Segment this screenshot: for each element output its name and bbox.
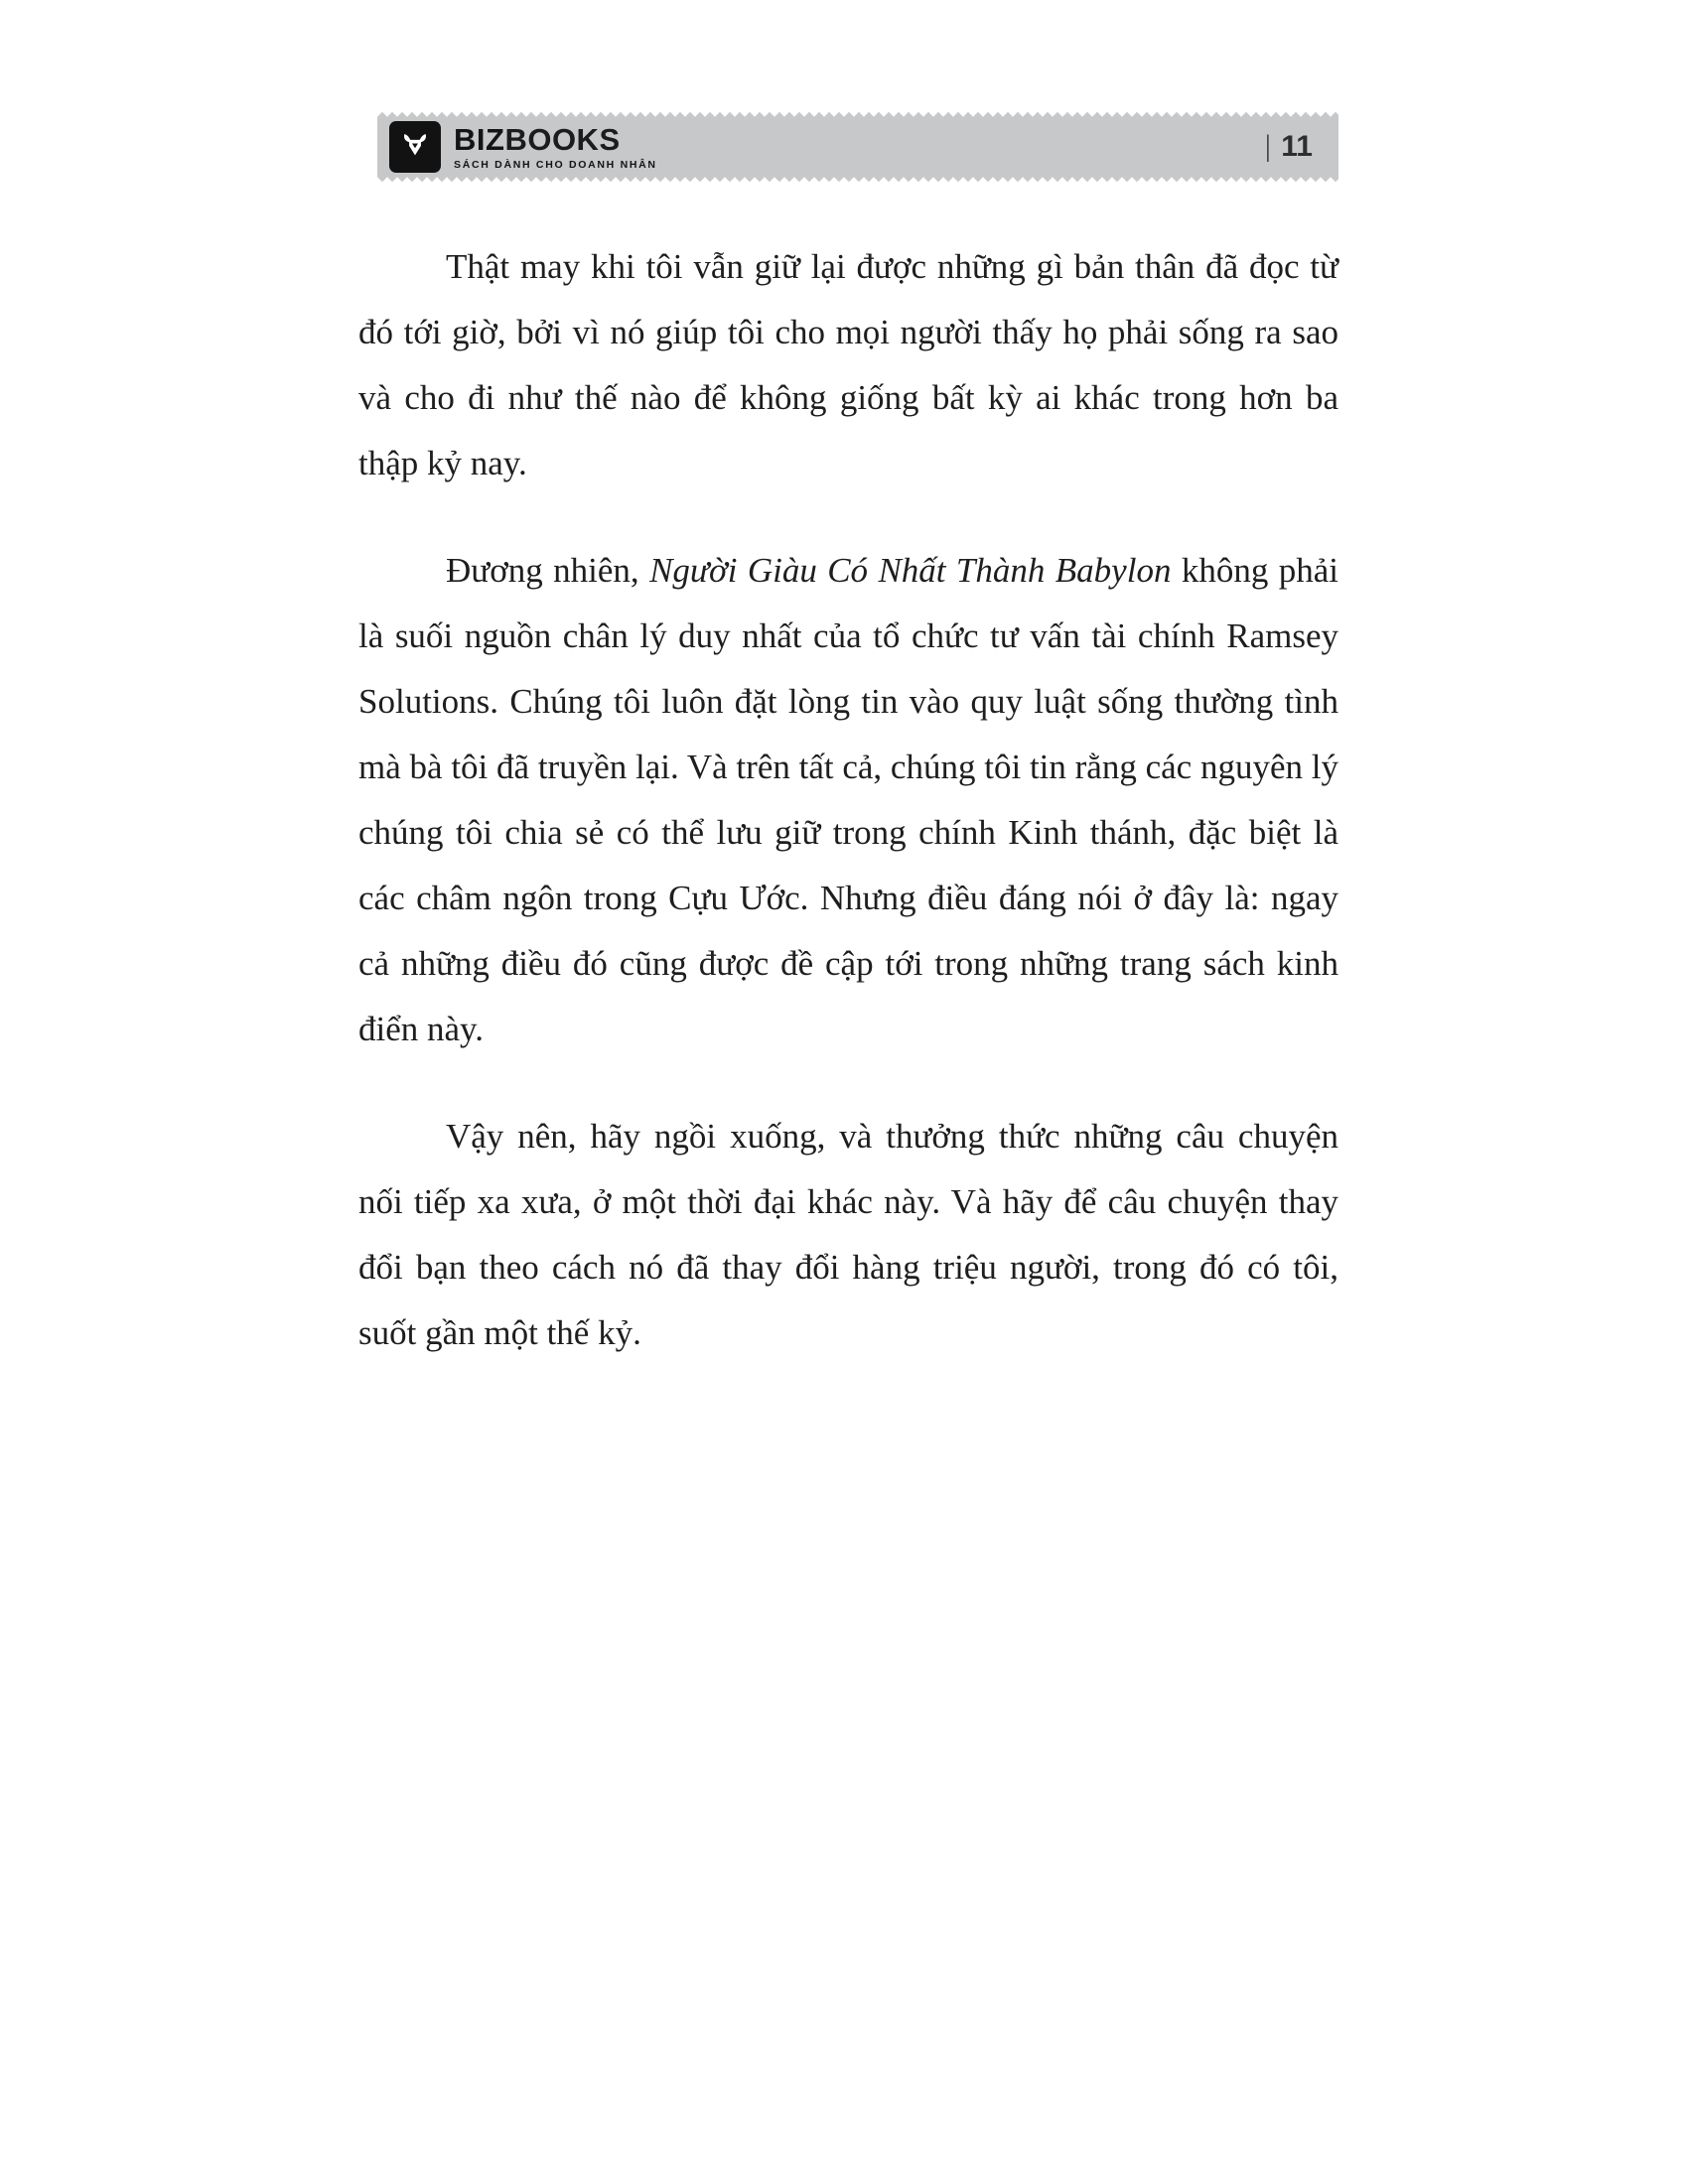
page-number: 11 xyxy=(1281,130,1313,163)
brand-name xyxy=(454,121,657,157)
goat-icon xyxy=(396,128,434,166)
paragraph-2 xyxy=(358,538,1338,1062)
brand xyxy=(389,121,657,173)
paragraph-2-text-end: không phải là suối nguồn chân lý duy nhất của tổ chức tư vấn tài chính Ramsey Solutions. Chúng tôi luôn đặt lòng tin vào quy luật sống thường tình mà bà tôi đã truyền lại. Và trên tất cả, chúng tôi tin rằng các nguyên lý chúng tôi chia sẻ có thể lưu giữ trong chính Kinh thánh, đặc biệt là các châm ngôn trong Cựu Ước. Nhưng điều đáng nói ở đây là: ngay cả những điều đó cũng được đề cập tới trong những trang sách kinh điển này. xyxy=(358,551,1339,1048)
book-title-italic: Người Giàu Có Nhất Thành Babylon xyxy=(649,551,1172,590)
page-number-separator: | xyxy=(1265,130,1272,163)
brand-name-primary: BIZ xyxy=(454,121,505,157)
brand-tagline: SÁCH DÀNH CHO DOANH NHÂN xyxy=(454,158,657,171)
bizbooks-logo xyxy=(389,121,441,173)
brand-text xyxy=(454,121,657,171)
paragraph-1: Thật may khi tôi vẫn giữ lại được những gì bản thân đã đọc từ đó tới giờ, bởi vì nó giúp tôi cho mọi người thấy họ phải sống ra sao và cho đi như thế nào để không giống bất kỳ ai khác trong hơn ba thập kỷ nay. xyxy=(358,247,1338,482)
header-banner xyxy=(377,111,1338,183)
paragraph-2-text-start: Đương nhiên, xyxy=(446,551,650,590)
page-content xyxy=(358,234,1338,1408)
paragraph-3: Vậy nên, hãy ngồi xuống, và thưởng thức những câu chuyện nối tiếp xa xưa, ở một thời đại khác này. Và hãy để câu chuyện thay đổi bạn theo cách nó đã thay đổi hàng triệu người, trong đó có tôi, suốt gần một thế kỷ. xyxy=(358,1117,1338,1352)
brand-name-secondary: BOOKS xyxy=(504,121,621,157)
page-indicator xyxy=(1264,130,1313,164)
